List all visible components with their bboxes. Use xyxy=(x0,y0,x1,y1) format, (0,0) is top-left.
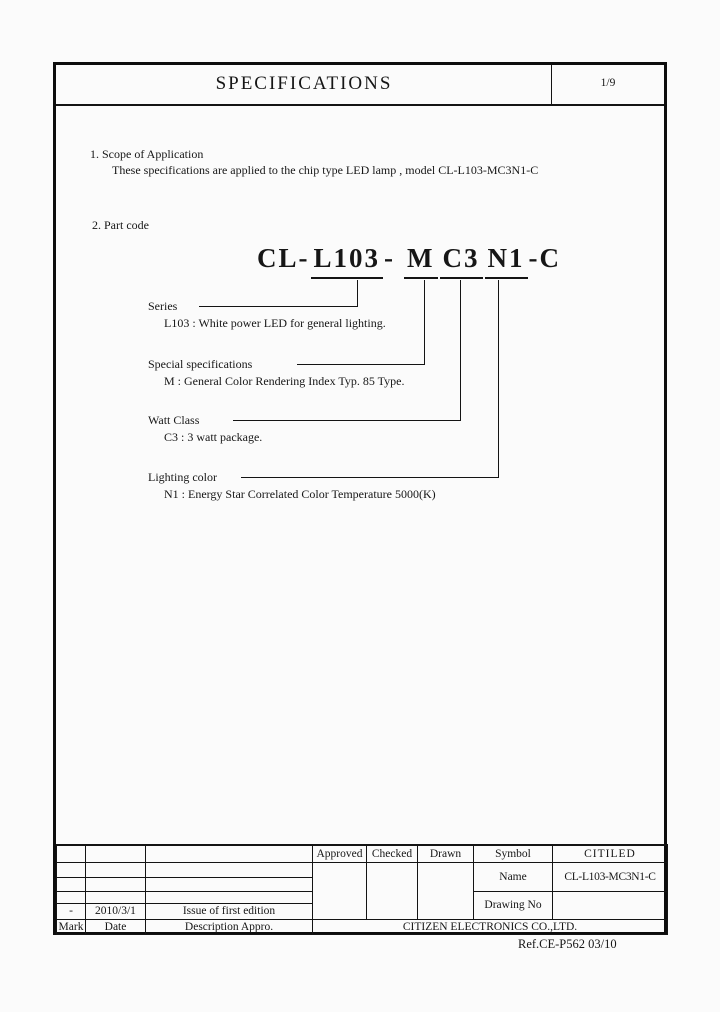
color-connector-hline xyxy=(241,477,499,478)
part-code-special: M xyxy=(404,243,437,279)
scope-heading: 1. Scope of Application xyxy=(90,147,204,161)
reference-note: Ref.CE-P562 03/10 xyxy=(518,937,617,951)
symbol-header: Symbol xyxy=(474,845,553,862)
company-name: CITIZEN ELECTRONICS CO.,LTD. xyxy=(313,919,668,934)
part-code-watt: C3 xyxy=(440,243,483,279)
scope-body: These specifications are applied to the chip type LED lamp , model CL-L103-MC3N1-C xyxy=(112,163,539,177)
drawing-no-label: Drawing No xyxy=(474,891,553,919)
color-connector-vline xyxy=(498,280,499,478)
mark-header: Mark xyxy=(57,919,86,934)
part-code xyxy=(257,243,561,279)
page-title: SPECIFICATIONS xyxy=(215,73,393,94)
header-vertical-line xyxy=(551,65,552,104)
revision-date: 2010/3/1 xyxy=(86,903,146,919)
rev-cell-empty xyxy=(57,845,86,862)
drawing-no-value xyxy=(553,891,668,919)
revision-description: Issue of first edition xyxy=(146,903,313,919)
name-value: CL-L103-MC3N1-C xyxy=(553,862,668,891)
part-code-series: L103 xyxy=(311,243,384,279)
name-label: Name xyxy=(474,862,553,891)
rev-cell-empty xyxy=(86,877,146,891)
special-specs-label: Special specifications xyxy=(148,357,253,371)
series-connector-hline xyxy=(199,306,358,307)
rev-cell-empty xyxy=(57,862,86,877)
date-header: Date xyxy=(86,919,146,934)
part-code-dash: - xyxy=(384,243,396,273)
rev-cell-empty xyxy=(146,891,313,903)
part-code-dash2: - xyxy=(528,243,540,273)
checked-header: Checked xyxy=(367,845,418,862)
header-divider-line xyxy=(56,104,664,106)
watt-class-desc: C3 : 3 watt package. xyxy=(164,430,263,444)
series-label: Series xyxy=(148,299,178,313)
lighting-color-label: Lighting color xyxy=(148,470,217,484)
approved-signature-box xyxy=(313,862,367,919)
part-code-color: N1 xyxy=(485,243,528,279)
revision-mark: - xyxy=(57,903,86,919)
rev-cell-empty xyxy=(146,877,313,891)
page-number: 1/9 xyxy=(600,77,616,89)
series-desc: L103 : White power LED for general lighting. xyxy=(164,316,386,330)
part-code-suffix: C xyxy=(539,243,561,273)
drawn-header: Drawn xyxy=(418,845,474,862)
checked-signature-box xyxy=(367,862,418,919)
lighting-color-desc: N1 : Energy Star Correlated Color Temperature 5000(K) xyxy=(164,487,436,501)
watt-connector-vline xyxy=(460,280,461,421)
rev-cell-empty xyxy=(57,891,86,903)
watt-connector-hline xyxy=(233,420,461,421)
description-header: Description Appro. xyxy=(146,919,313,934)
partcode-heading: 2. Part code xyxy=(92,218,149,232)
series-connector-vline xyxy=(357,280,358,307)
rev-cell-empty xyxy=(86,891,146,903)
rev-cell-empty xyxy=(146,862,313,877)
part-code-prefix: CL- xyxy=(257,243,310,273)
rev-cell-empty xyxy=(86,845,146,862)
rev-cell-empty xyxy=(146,845,313,862)
brand-logo: CITILED xyxy=(553,845,668,862)
special-connector-vline xyxy=(424,280,425,365)
approved-header: Approved xyxy=(313,845,367,862)
special-connector-hline xyxy=(297,364,425,365)
rev-cell-empty xyxy=(86,862,146,877)
special-specs-desc: M : General Color Rendering Index Typ. 85 Type. xyxy=(164,374,405,388)
watt-class-label: Watt Class xyxy=(148,413,200,427)
approval-table xyxy=(56,844,668,935)
rev-cell-empty xyxy=(57,877,86,891)
drawn-signature-box xyxy=(418,862,474,919)
